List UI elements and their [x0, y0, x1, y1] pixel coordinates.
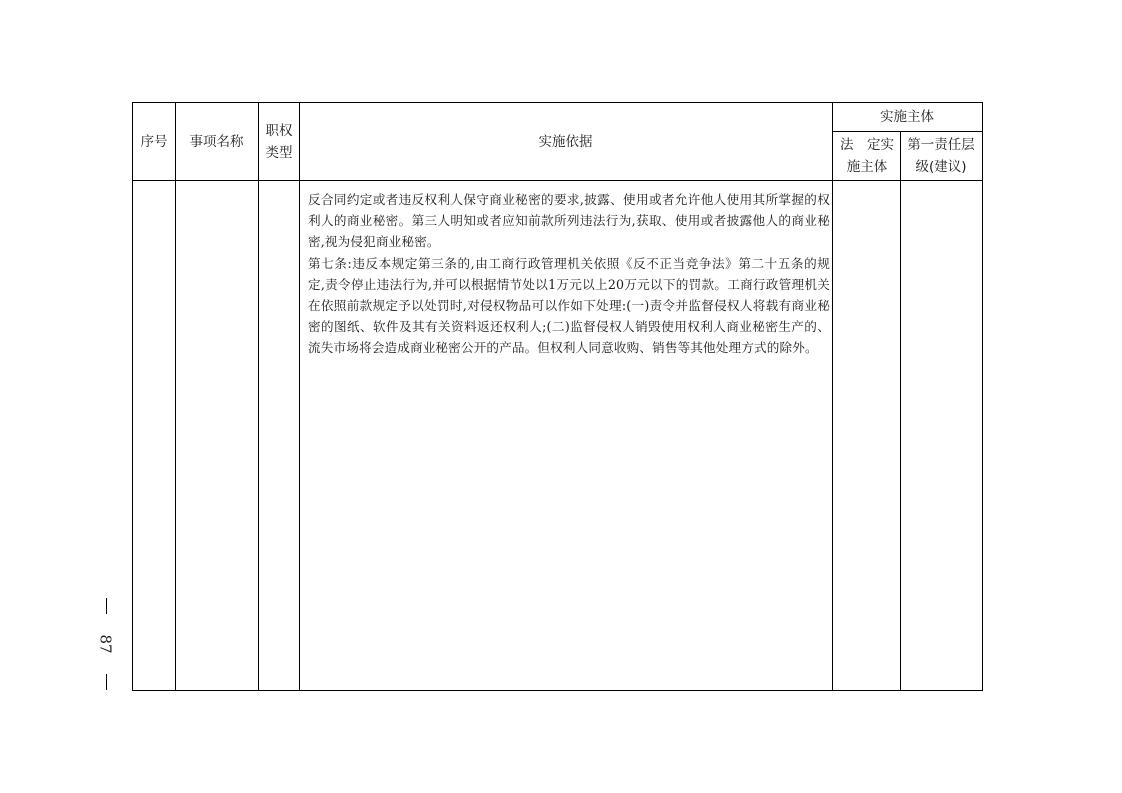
cell-basis [308, 189, 830, 359]
header-subject-group: 实施主体 [880, 109, 934, 125]
column-divider [900, 131, 901, 690]
page-number-marker [94, 598, 118, 690]
page-dash-top [106, 598, 107, 614]
header-legal-subject: 法 定实施主体 [840, 136, 894, 175]
column-divider [258, 103, 259, 690]
header-first-responsibility: 第一责任层级(建议) [907, 136, 975, 175]
page-number: 87 [97, 634, 115, 654]
header-basis: 实施依据 [538, 133, 593, 150]
basis-paragraph: 第七条:违反本规定第三条的,由工商行政管理机关依照《反不正当竞争法》第二十五条的规定,责令停止违法行为,并可以根据情节处以1万元以上20万元以下的罚款。工商行政管理机关在依照前款规定予以处罚时,对侵权物品可以作如下处理:(一)责令并监督侵权人将载有商业秘密的图纸、软件及其有关资料返还权利人;(二)监督侵权人销毁使用权利人商业秘密生产的、流失市场将会造成商业秘密公开的产品。但权利人同意收购、销售等其他处理方式的除外。 [308, 255, 830, 356]
basis-paragraph: 反合同约定或者违反权利人保守商业秘密的要求,披露、使用或者允许他人使用其所掌握的权利人的商业秘密。第三人明知或者应知前款所列违法行为,获取、使用或者披露他人的商业秘密,视为侵犯商业秘密。 [308, 192, 830, 250]
column-divider [175, 103, 176, 690]
header-power-type: 职权类型 [265, 122, 293, 161]
column-divider [832, 103, 833, 690]
header-serial: 序号 [140, 133, 168, 150]
regulation-table [132, 102, 983, 691]
header-bottom-line [133, 180, 982, 181]
page-dash-bottom [106, 674, 107, 690]
column-divider [299, 103, 300, 690]
header-item-name: 事项名称 [189, 133, 244, 150]
